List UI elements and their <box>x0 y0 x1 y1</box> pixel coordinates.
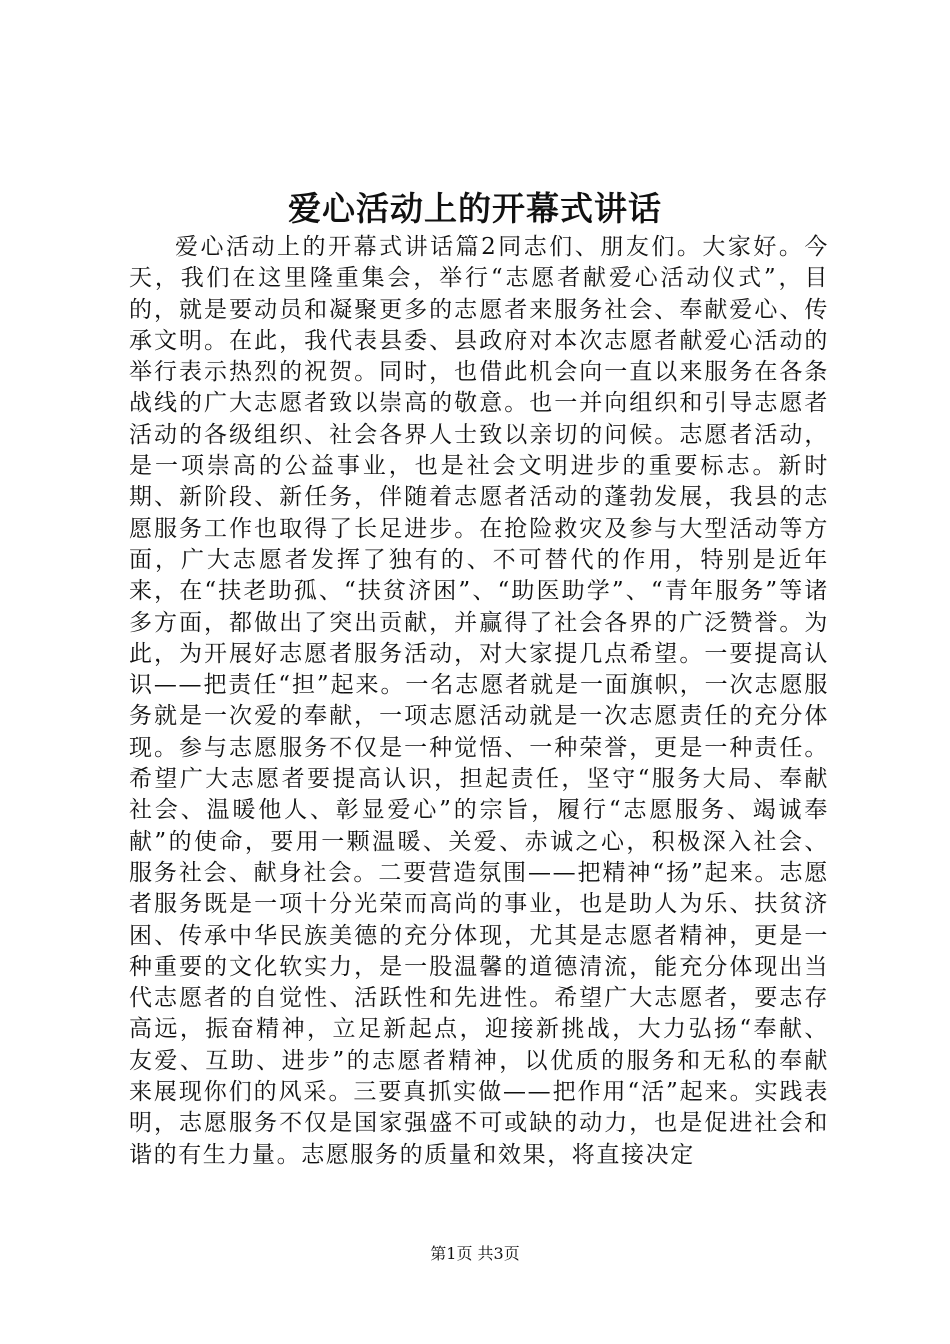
document-body-paragraph: 爱心活动上的开幕式讲话篇2同志们、朋友们。大家好。今天，我们在这里隆重集会，举行“志愿者献爱心活动仪式”，目的，就是要动员和凝聚更多的志愿者来服务社会、奉献爱心、传承文明。在此，我代表县委、县政府对本次志愿者献爱心活动的举行表示热烈的祝贺。同时，也借此机会向一直以来服务在各条战线的广大志愿者致以崇高的敬意。也一并向组织和引导志愿者活动的各级组织、社会各界人士致以亲切的问候。志愿者活动，是一项崇高的公益事业，也是社会文明进步的重要标志。新时期、新阶段、新任务，伴随着志愿者活动的蓬勃发展，我县的志愿服务工作也取得了长足进步。在抢险救灾及参与大型活动等方面，广大志愿者发挥了独有的、不可替代的作用，特别是近年来，在“扶老助孤、“扶贫济困”、“助医助学”、“青年服务”等诸多方面，都做出了突出贡献，并赢得了社会各界的广泛赞誉。为此，为开展好志愿者服务活动，对大家提几点希望。一要提高认识——把责任“担”起来。一名志愿者就是一面旗帜，一次志愿服务就是一次爱的奉献，一项志愿活动就是一次志愿责任的充分体现。参与志愿服务不仅是一种觉悟、一种荣誉，更是一种责任。希望广大志愿者要提高认识，担起责任，坚守“服务大局、奉献社会、温暖他人、彰显爱心”的宗旨，履行“志愿服务、竭诚奉献”的使命，要用一颗温暖、关爱、赤诚之心，积极深入社会、服务社会、献身社会。二要营造氛围——把精神“扬”起来。志愿者服务既是一项十分光荣而高尚的事业，也是助人为乐、扶贫济困、传承中华民族美德的充分体现，尤其是志愿者精神，更是一种重要的文化软实力，是一股温馨的道德清流，能充分体现出当代志愿者的自觉性、活跃性和先进性。希望广大志愿者，要志存高远，振奋精神，立足新起点，迎接新挑战，大力弘扬“奉献、友爱、互助、进步”的志愿者精神，以优质的服务和无私的奉献来展现你们的风采。三要真抓实做——把作用“活”起来。实践表明，志愿服务不仅是国家强盛不可或缺的动力，也是促进社会和谐的有生力量。志愿服务的质量和效果，将直接决定 <box>129 234 829 1168</box>
page-number-footer: 第1页 共3页 <box>430 1244 520 1263</box>
document-title: 爱心活动上的开幕式讲话 <box>288 189 662 228</box>
